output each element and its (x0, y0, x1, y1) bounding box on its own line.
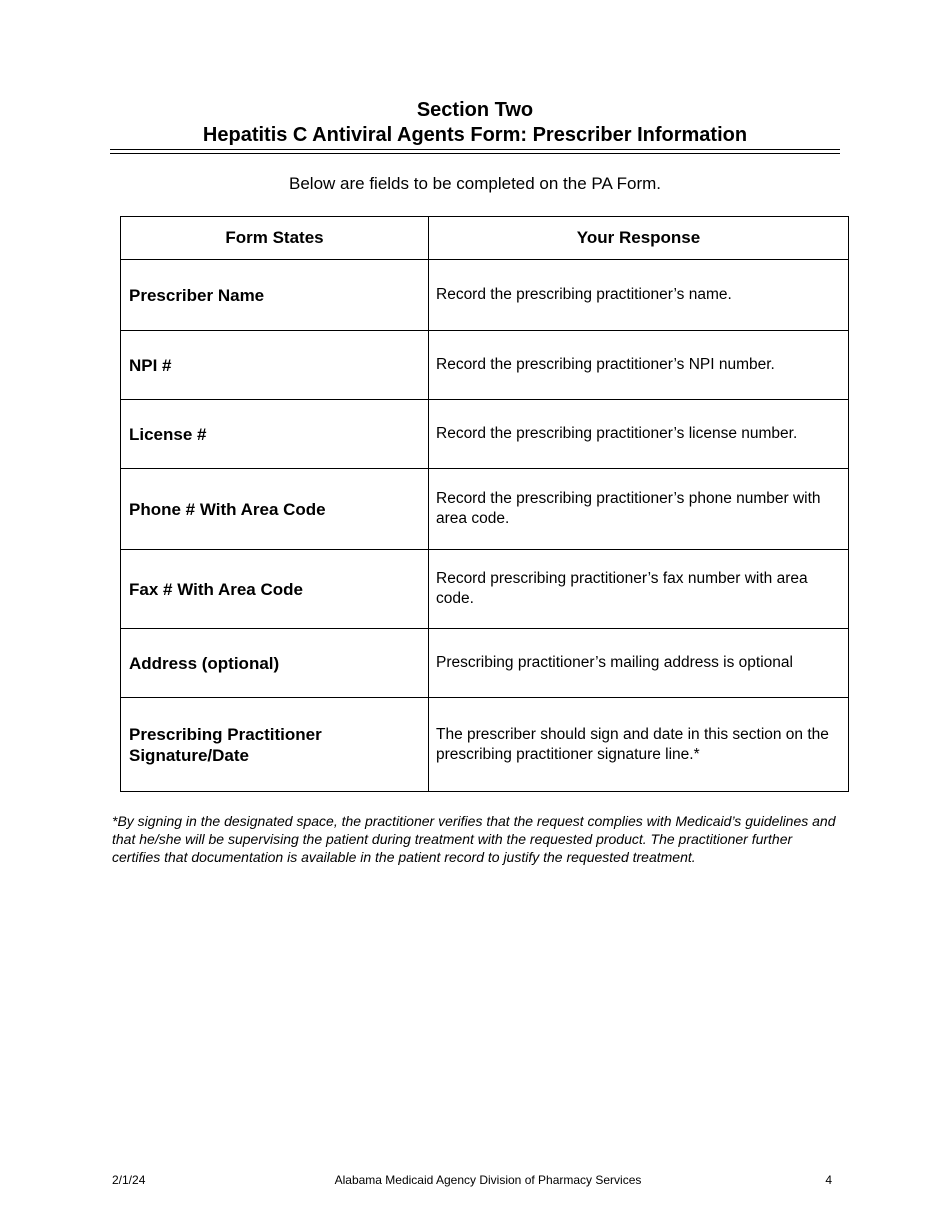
intro-text: Below are fields to be completed on the PA Form. (289, 174, 661, 193)
field-label: Address (optional) (121, 629, 429, 698)
field-response: Record the prescribing practitioner’s phone number with area code. (429, 469, 849, 550)
table-header-row (121, 217, 849, 260)
field-response: Record prescribing practitioner’s fax number with area code. (429, 550, 849, 629)
field-label: Prescriber Name (121, 260, 429, 331)
field-label: Phone # With Area Code (121, 469, 429, 550)
column-header-your-response: Your Response (429, 217, 849, 260)
column-header-form-states: Form States (121, 217, 429, 260)
page-title: Hepatitis C Antiviral Agents Form: Prescriber Information (202, 124, 748, 146)
table-row (121, 698, 849, 792)
table-row (121, 629, 849, 698)
field-label: Prescribing Practitioner Signature/Date (121, 698, 429, 792)
table-row (121, 260, 849, 331)
field-response: Record the prescribing practitioner’s license number. (429, 400, 849, 469)
table-row (121, 400, 849, 469)
field-label: Fax # With Area Code (121, 550, 429, 629)
section-title: Section Two (416, 99, 534, 121)
page-number: 4 (825, 1173, 832, 1187)
page-header (110, 98, 840, 148)
table-row (121, 331, 849, 400)
header-divider (110, 149, 840, 154)
footer-agency: Alabama Medicaid Agency Division of Pharmacy Services (334, 1173, 642, 1187)
field-response: Record the prescribing practitioner’s NPI number. (429, 331, 849, 400)
field-response: Prescribing practitioner’s mailing address is optional (429, 629, 849, 698)
table-row (121, 550, 849, 629)
signature-footnote: *By signing in the designated space, the practitioner verifies that the request complies with Medicaid’s guidelines and that he/she will be supervising the patient during treatment with the requested product. The practitioner further certifies that documentation is available in the patient record to justify the requested treatment. (112, 813, 836, 865)
field-response: The prescriber should sign and date in this section on the prescribing practitioner signature line.* (429, 698, 849, 792)
prescriber-info-table (120, 216, 849, 792)
table-row (121, 469, 849, 550)
footer-date: 2/1/24 (112, 1173, 146, 1187)
field-response: Record the prescribing practitioner’s name. (429, 260, 849, 331)
page-footer (112, 1172, 832, 1188)
field-label: License # (121, 400, 429, 469)
field-label: NPI # (121, 331, 429, 400)
